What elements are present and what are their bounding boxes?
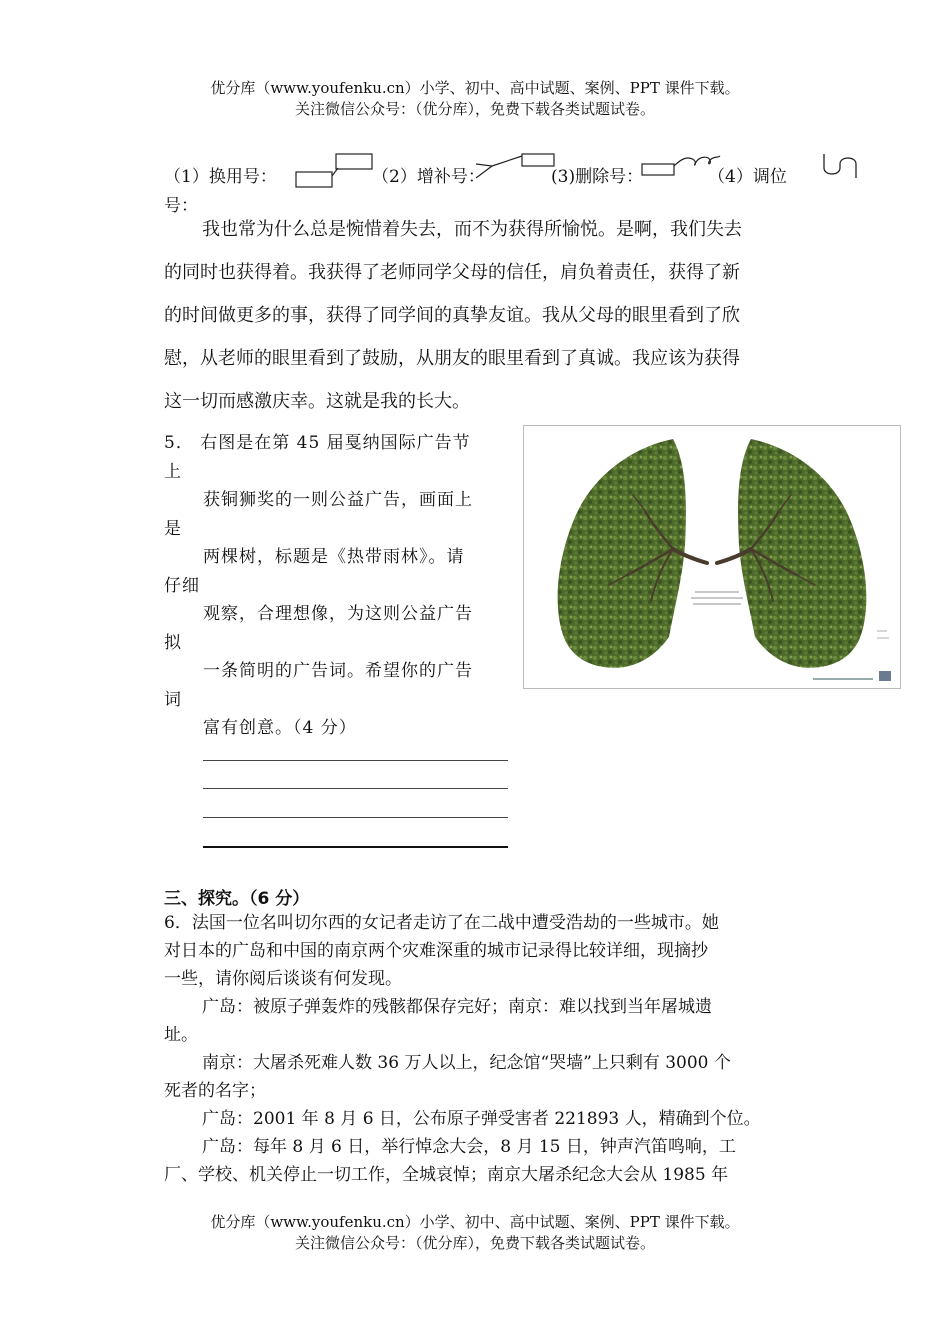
q6-line: 广岛：被原子弹轰炸的残骸都保存完好；南京：难以找到当年屠城遗 <box>202 997 712 1017</box>
mark-label-replace: （1）换用号： <box>164 167 277 187</box>
answer-blank[interactable] <box>203 817 508 818</box>
q5-line: 富有创意。（4 分） <box>203 718 357 738</box>
passage-line: 这一切而感激庆幸。这就是我的长大。 <box>164 391 470 412</box>
q5-line: 观察，合理想像，为这则公益广告 <box>203 604 473 624</box>
mark-label-transpose-cont: 号： <box>164 196 198 216</box>
q6-line: 6．法国一位名叫切尔西的女记者走访了在二战中遭受浩劫的一些城市。她 <box>164 913 719 933</box>
page-header-line1: 优分库（www.youfenku.cn）小学、初中、高中试题、案例、PPT 课件下载。 <box>210 79 740 97</box>
passage-line: 我也常为什么总是惋惜着失去，而不为获得所愉悦。是啊，我们失去 <box>202 219 742 240</box>
passage <box>164 208 788 423</box>
mark-label-delete: (3)删除号： <box>551 167 644 187</box>
q5-line: 上 <box>164 462 182 482</box>
q5-line: 仔细 <box>164 576 200 596</box>
q6-line: 厂、学校、机关停止一切工作，全城哀悼；南京大屠杀纪念大会从 1985 年 <box>164 1165 729 1185</box>
q5-line: 获铜狮奖的一则公益广告，画面上 <box>203 490 473 510</box>
page-header-line2: 关注微信公众号：（优分库），免费下载各类试题试卷。 <box>294 100 655 118</box>
q6-line: 死者的名字； <box>164 1081 266 1101</box>
passage-line: 的时间做更多的事，获得了同学间的真挚友谊。我从父母的眼里看到了欣 <box>164 305 740 326</box>
q6-line: 广岛：2001 年 8 月 6 日，公布原子弹受害者 221893 人，精确到个位。 <box>202 1109 761 1129</box>
lung-tree-ad-image <box>523 425 901 689</box>
q6-text <box>164 909 788 1189</box>
answer-blank[interactable] <box>203 760 508 761</box>
q5-line: 一条简明的广告词。希望你的广告 <box>203 661 473 681</box>
section-title: 三、探究。（6 分） <box>164 889 310 909</box>
q5-line: 词 <box>164 690 182 710</box>
insert-mark-icon <box>474 150 560 190</box>
page-footer-line2: 关注微信公众号：（优分库），免费下载各类试题试卷。 <box>294 1234 655 1252</box>
q6-line: 址。 <box>164 1025 198 1045</box>
mark-label-transpose: （4）调位 <box>708 167 787 187</box>
q6-line: 广岛：每年 8 月 6 日，举行悼念大会，8 月 15 日，钟声汽笛鸣响，工 <box>202 1137 736 1157</box>
page-footer-line1: 优分库（www.youfenku.cn）小学、初中、高中试题、案例、PPT 课件下载。 <box>210 1213 740 1231</box>
q5-line: 是 <box>164 519 182 539</box>
answer-blank[interactable] <box>203 846 508 848</box>
q6-line: 南京：大屠杀死难人数 36 万人以上，纪念馆“哭墙”上只剩有 3000 个 <box>202 1053 731 1073</box>
q5-line: 5． 右图是在第 45 届戛纳国际广告节 <box>164 433 471 453</box>
passage-line: 慰，从老师的眼里看到了鼓励，从朋友的眼里看到了真诚。我应该为获得 <box>164 348 740 369</box>
q6-line: 一些，请你阅后谈谈有何发现。 <box>164 969 402 989</box>
q6-line: 对日本的广岛和中国的南京两个灾难深重的城市记录得比较详细，现摘抄 <box>164 941 708 961</box>
replace-mark-icon <box>292 150 378 192</box>
answer-blank[interactable] <box>203 788 508 789</box>
q5-line: 拟 <box>164 633 182 653</box>
passage-line: 的同时也获得着。我获得了老师同学父母的信任，肩负着责任，获得了新 <box>164 262 740 283</box>
mark-label-insert: （2）增补号： <box>372 167 485 187</box>
transpose-mark-icon <box>820 150 862 182</box>
q5-line: 两棵树，标题是《热带雨林》。请 <box>203 547 465 567</box>
